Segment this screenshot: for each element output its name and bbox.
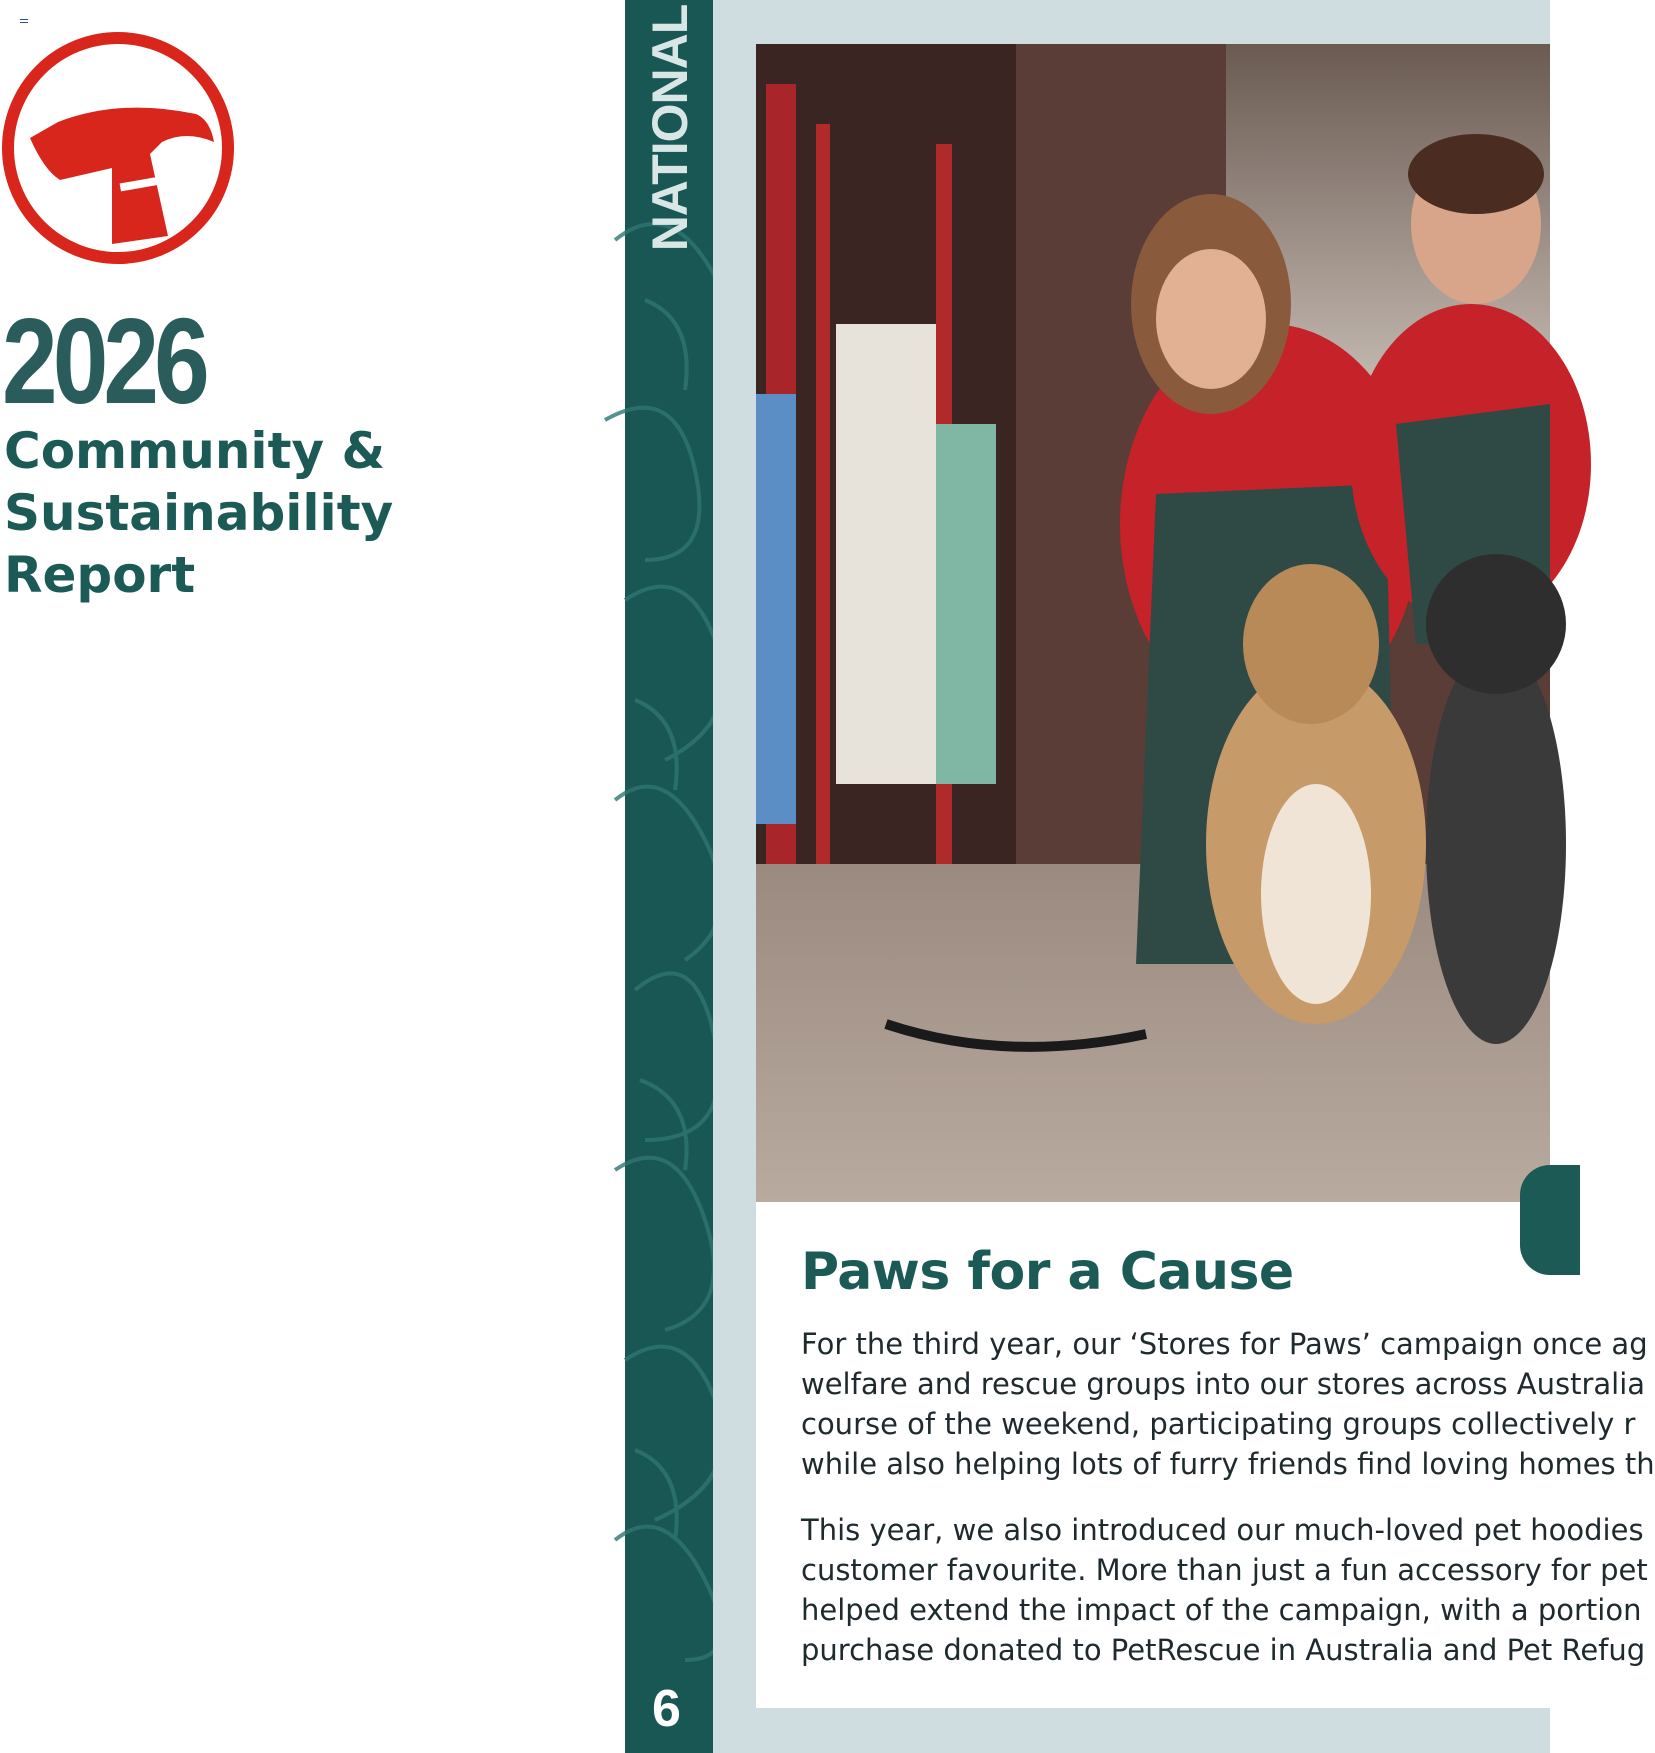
article-paragraph — [801, 1324, 1655, 1484]
report-title-line: Sustainability — [4, 484, 394, 542]
paragraph-line: while also helping lots of furry friends find loving homes th — [801, 1447, 1655, 1481]
report-year: 2026 — [2, 293, 205, 429]
section-band — [625, 0, 713, 1753]
edge-tab — [1520, 1165, 1580, 1275]
paragraph-line: purchase donated to PetRescue in Australia and Pet Refug — [801, 1633, 1646, 1667]
swirl-pattern — [625, 0, 713, 1753]
paragraph-line: welfare and rescue groups into our stores across Australia — [801, 1367, 1646, 1401]
article-title: Paws for a Cause — [801, 1242, 1294, 1302]
report-title-line: Report — [4, 546, 196, 604]
report-title-line: Community & — [4, 422, 386, 480]
article-paragraph — [801, 1510, 1648, 1670]
paragraph-line: This year, we also introduced our much-loved pet hoodies — [801, 1513, 1644, 1547]
staff-with-dogs-photo — [756, 44, 1550, 1202]
paragraph-line: helped extend the impact of the campaign, with a portion — [801, 1593, 1642, 1627]
paragraph-line: course of the weekend, participating groups collectively r — [801, 1407, 1636, 1441]
paragraph-line: For the third year, our ‘Stores for Paws’ campaign once ag — [801, 1327, 1648, 1361]
hammer-logo-icon — [0, 30, 236, 266]
section-label: NATIONAL — [642, 4, 698, 252]
corner-mark — [20, 19, 28, 25]
article-card — [756, 1202, 1655, 1708]
page-number: 6 — [652, 1680, 681, 1738]
report-title — [4, 420, 393, 606]
paragraph-line: customer favourite. More than just a fun accessory for pet — [801, 1553, 1648, 1587]
